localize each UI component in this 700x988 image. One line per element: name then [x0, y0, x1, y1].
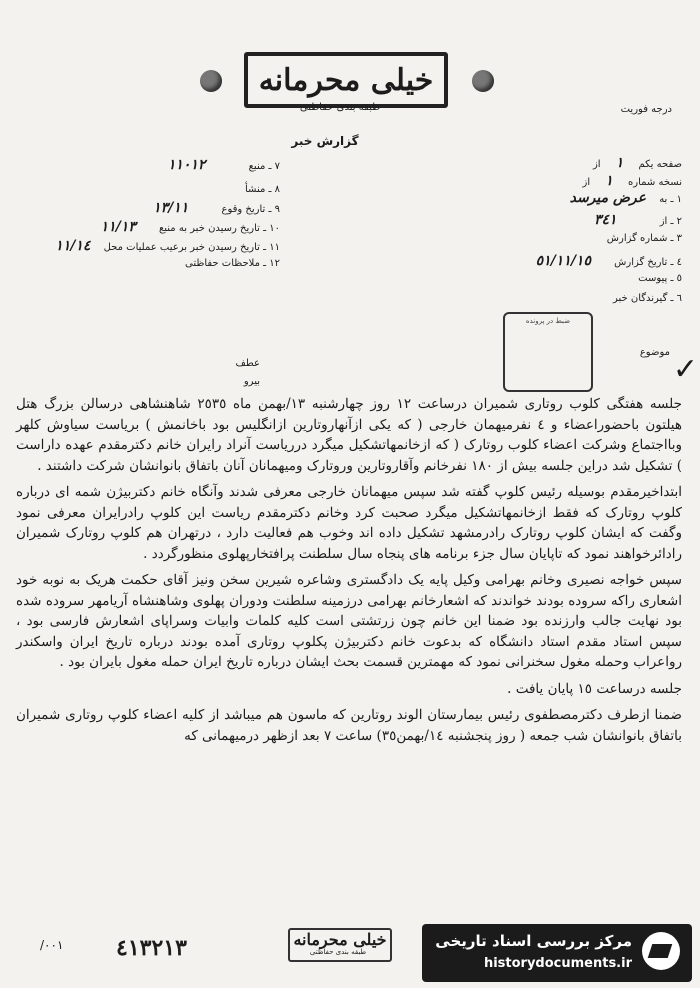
right-field-report-date [440, 253, 682, 269]
archive-logo-icon [642, 932, 680, 970]
field-value: ١١/١٤ [55, 238, 91, 254]
body-paragraph: سپس خواجه نصیری وخانم بهرامی وکیل پایه یک دادگستری وشاعره شیرین سخن ونیز آقای حکمت هریک به نوبه خود اشعاری راکه سروده بودند خواندند که اشعارخانم بهرامی درزمینه سلطنت ودوران پهلوی وشاهنشاه آریامهر سروده شده بود نهایت جالب وارزنده بود ضمنا این خانم چون زرتشتی است کلیه کلمات وابیات وسراپای اشعارش فارسی بود ، سپس استاد مقدم استاد دانشگاه که بدعوت خانم دکتربیژن پکلوپ روتاری آمده بودند درباره تاریخ ایران واسکندر رواعراب وحمله مغول سخنرانی نمود که مهمترین قسمت بحث ایشان درباره تاریخ ایران حمله مغول بایران بود . [16, 572, 682, 670]
field-label: ٨ ـ منشأ [244, 184, 280, 195]
field-value: ١١٠١٢ [167, 157, 206, 173]
field-label: ٦ ـ گیرندگان خبر [612, 293, 682, 304]
field-label: ٤ ـ تاریخ گزارش [614, 257, 682, 268]
field-value: ١٣/١١ [153, 200, 189, 216]
field-label: ٥ ـ پیوست [638, 273, 682, 284]
field-value: عرض میرسد [569, 190, 646, 206]
field-label: ٣ ـ شماره گزارش [606, 233, 682, 244]
document-sub-number: ٠٠١/ [40, 938, 64, 952]
body-paragraph: ضمنا ازطرف دکترمصطفوی رئیس بیمارستان الوند روتارین که ماسون هم میباشد از کلیه اعضاء کلوپ روتاری شمیران باتفاق بانوانشان شب جمعه ( روز پنجشنبه ١٤/بهمن٣٥) ساعت ٧ بعد ازظهر درمیهمانی که [16, 707, 682, 744]
watermark-site: historydocuments.ir [483, 956, 632, 971]
report-title: گزارش خبر [291, 134, 359, 148]
punch-hole-left [200, 70, 222, 92]
checkmark-icon: ✓ [672, 352, 698, 387]
document-number: ٤١٣٢١٣ [116, 935, 187, 961]
field-label: ٢ ـ از [659, 216, 682, 227]
field-value: ١ [605, 173, 613, 189]
subject-label: موضوع [639, 347, 670, 358]
body-paragraph: جلسه هفتگی کلوب روتاری شمیران درساعت ١٢ روز چهارشنبه ١٣/بهمن ماه ٢٥٣٥ شاهنشاهی درسالن بزرگ هتل هیلتون باحضوراعضاء و ٤ نفرمیهمان خارجی ( که یکی ازآنهاروتارین ازانگلیس بود باخانمش ) بریاست سیاوش کلهر وبااجتماع وشرکت اعضاء کلوب روتارک ( که ازخانمهاتشکیل میگرد درریاست آنراد رایران خانم دکترمقدم عهده داراست ) تشکیل شد دراین جلسه بیش از ١٨٠ نفرخانم وآقاروتارین وروتارک ومیهمانان آنان باتفاق بانوانشان شرکت داشتند . [16, 396, 682, 474]
right-field-to [440, 190, 682, 206]
field-label: ٧ ـ منبع [248, 161, 280, 172]
footer-classification-stamp: خیلی محرمانه [288, 928, 392, 962]
watermark-title: مرکز بررسی اسناد تاریخی [435, 932, 632, 950]
field-label: ١ ـ به [659, 194, 682, 205]
left-field-received-source-date [40, 219, 280, 235]
urgency-label: درجه فوریت [620, 104, 672, 115]
field-mid: از [582, 177, 591, 188]
right-field-from [440, 212, 682, 228]
field-label: ١٠ ـ تاریخ رسیدن خبر به منبع [158, 223, 280, 234]
punch-hole-right [472, 70, 494, 92]
filing-box-stamp: ضبط در پرونده [503, 312, 593, 392]
left-field-occurrence-date [40, 200, 280, 216]
reference-label: عطف [235, 358, 260, 369]
body-paragraph: ابتداخیرمقدم بوسیله رئیس کلوپ گفته شد سپس میهمانان خارجی معرفی شدند وآنگاه خانم دکتربیژن شمه ای درباره کلوپ روتارک که فقط ازخانمهاتشکیل میگرد صحبت کرد وخانم دکترمقدم ریاست این کلوپ رادرایران معرفی نمود وگفت که ایشان کلوپ روتارک رادرمشهد تشکیل داده اند وخوب هم فعالیت دارد ، درتهران هم کلوپ روتارک شمیران رادائرخواهند نمود که تاپایان سال جزء برنامه های پنجاه سال سلطنت پرافتخارپهلوی منظورگردد . [16, 484, 682, 562]
field-label: ٩ ـ تاریخ وقوع [221, 204, 280, 215]
field-prefix: نسخه شماره [628, 177, 682, 188]
footer-classification-subtitle: طبقه بندی حفاظتی [309, 948, 367, 956]
field-value: ٥١/١١/١٥ [535, 253, 591, 269]
right-field-report-number [440, 233, 682, 244]
classification-stamp: خیلی محرمانه [244, 52, 448, 108]
field-label: ١٢ ـ ملاحظات حفاظتی [185, 258, 280, 269]
left-field-security-notes [40, 258, 280, 269]
field-value: ١ [615, 155, 624, 171]
left-field-source [40, 157, 280, 173]
right-field-recipients [440, 293, 682, 304]
field-value: ٣٤١ [593, 212, 617, 228]
classification-subtitle: طبقه بندی حفاظتی [299, 102, 381, 113]
right-field-copy [410, 173, 682, 189]
field-label: ١١ ـ تاریخ رسیدن خبر برعیب عملیات محل [103, 242, 280, 253]
follow-up-label: بیرو [243, 376, 260, 387]
left-field-received-local-date [20, 238, 280, 254]
report-body [16, 394, 682, 752]
field-value: ١١/١٣ [100, 219, 136, 235]
field-mid: از [592, 159, 601, 170]
field-prefix: صفحه یکم [638, 159, 682, 170]
body-paragraph: جلسه درساعت ١٥ پایان یافت . [507, 680, 682, 697]
right-field-page [410, 155, 682, 171]
left-field-origin [40, 180, 280, 196]
watermark-banner [422, 924, 692, 982]
right-field-attachment [440, 273, 682, 284]
